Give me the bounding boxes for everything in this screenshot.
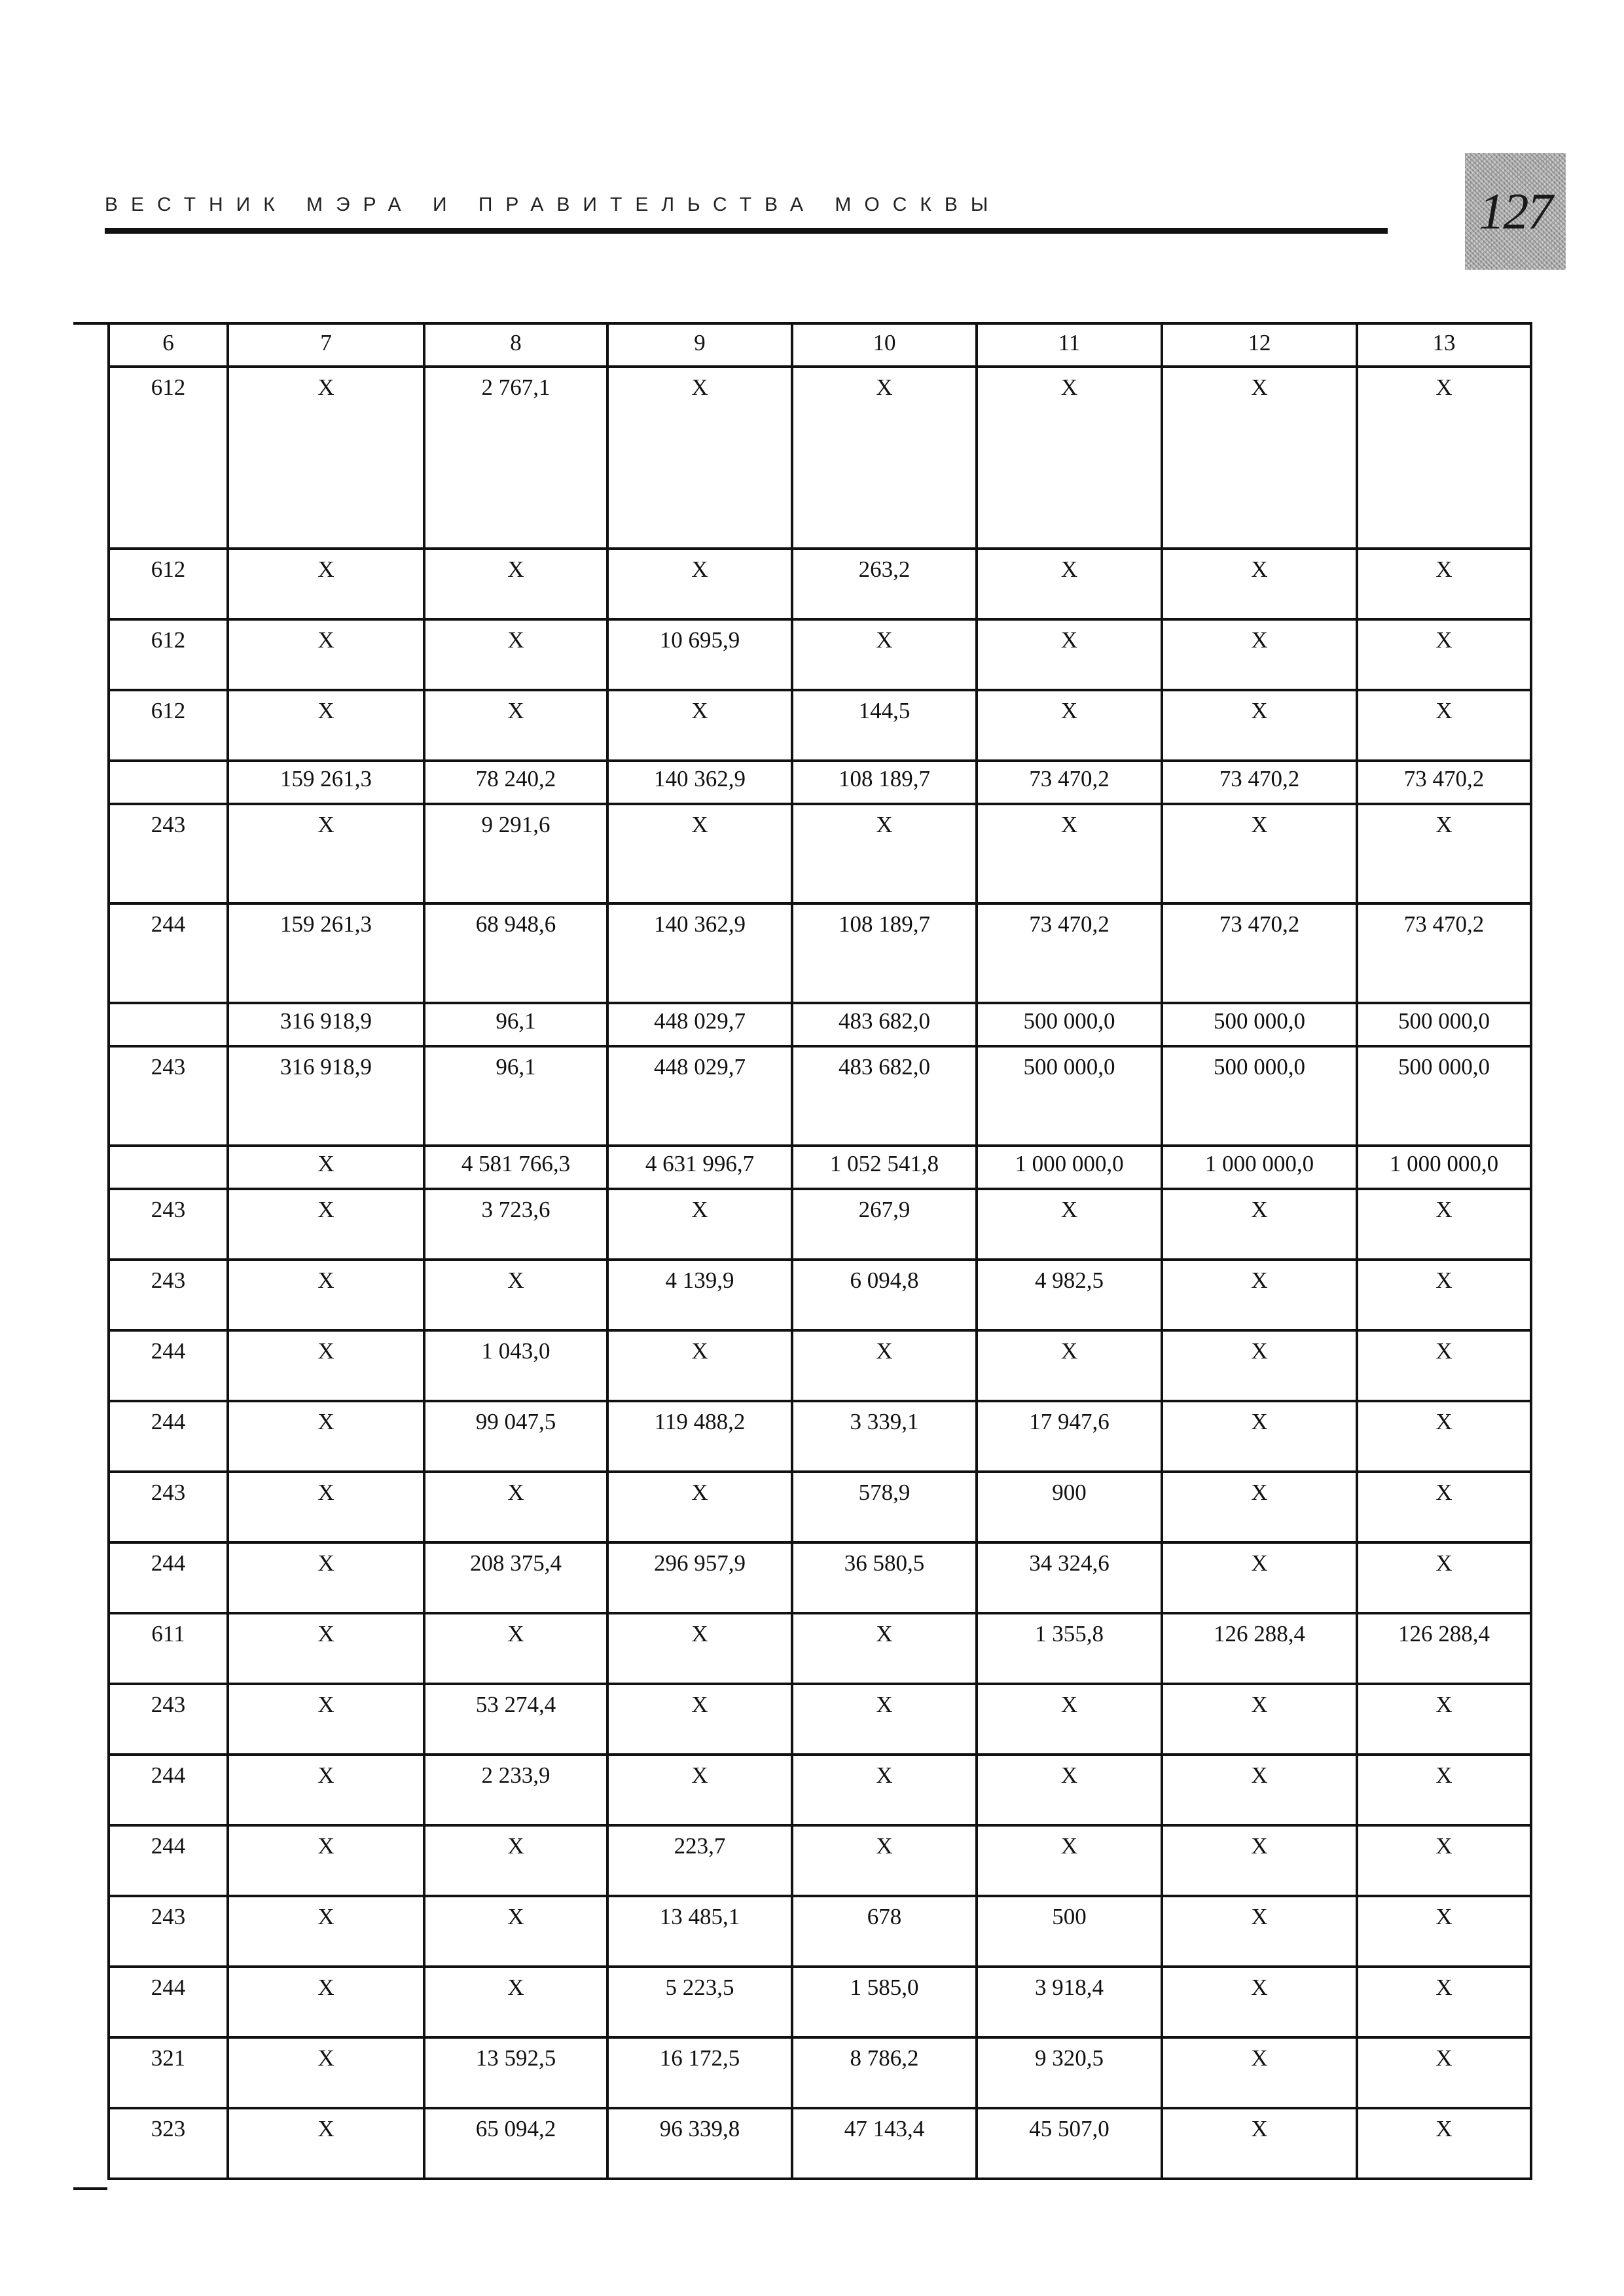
table-cell: Х bbox=[1357, 1401, 1531, 1472]
table-cell: 1 585,0 bbox=[792, 1967, 977, 2037]
table-row bbox=[109, 1825, 1531, 1896]
table-cell: Х bbox=[228, 1967, 424, 2037]
column-header: 12 bbox=[1162, 323, 1357, 367]
table-cell: 578,9 bbox=[792, 1472, 977, 1542]
table-cell: 9 320,5 bbox=[977, 2037, 1162, 2108]
table-cell: Х bbox=[228, 1542, 424, 1613]
table-cell: 4 581 766,3 bbox=[424, 1146, 607, 1189]
table-cell: 78 240,2 bbox=[424, 761, 607, 804]
table-body bbox=[109, 323, 1531, 2179]
table-cell: 244 bbox=[109, 1401, 228, 1472]
table-cell: 13 592,5 bbox=[424, 2037, 607, 2108]
table-cell: 73 470,2 bbox=[977, 903, 1162, 1003]
table-cell: Х bbox=[1357, 549, 1531, 619]
table-cell: Х bbox=[228, 619, 424, 690]
table-cell: 243 bbox=[109, 1896, 228, 1967]
table-row bbox=[109, 549, 1531, 619]
table-cell: 13 485,1 bbox=[607, 1896, 792, 1967]
table-cell: 267,9 bbox=[792, 1189, 977, 1260]
table-cell: Х bbox=[228, 1825, 424, 1896]
table-cell: 34 324,6 bbox=[977, 1542, 1162, 1613]
table-cell: 263,2 bbox=[792, 549, 977, 619]
table-cell: 500 000,0 bbox=[1162, 1046, 1357, 1146]
table-cell: Х bbox=[228, 1401, 424, 1472]
table-row bbox=[109, 1967, 1531, 2037]
table-cell: 73 470,2 bbox=[1162, 761, 1357, 804]
table-left-stub-top bbox=[73, 322, 107, 325]
table-cell: Х bbox=[977, 804, 1162, 903]
table-cell: Х bbox=[1357, 1189, 1531, 1260]
table-subtotal-row bbox=[109, 1146, 1531, 1189]
table-cell: Х bbox=[1357, 2108, 1531, 2179]
table-cell: 3 918,4 bbox=[977, 1967, 1162, 2037]
table-cell: 73 470,2 bbox=[1357, 761, 1531, 804]
table-cell: Х bbox=[228, 549, 424, 619]
table-cell: 5 223,5 bbox=[607, 1967, 792, 2037]
table-cell: Х bbox=[228, 1330, 424, 1401]
table-cell: Х bbox=[1162, 1896, 1357, 1967]
table-row bbox=[109, 1684, 1531, 1755]
table-cell: Х bbox=[1162, 1472, 1357, 1542]
table-cell: Х bbox=[1162, 367, 1357, 549]
table-cell: Х bbox=[607, 1189, 792, 1260]
column-header: 8 bbox=[424, 323, 607, 367]
table-cell: Х bbox=[424, 619, 607, 690]
table-cell: 45 507,0 bbox=[977, 2108, 1162, 2179]
table-cell: 3 723,6 bbox=[424, 1189, 607, 1260]
table-cell: 243 bbox=[109, 1046, 228, 1146]
table-cell: Х bbox=[607, 1330, 792, 1401]
table-cell: Х bbox=[607, 1613, 792, 1684]
table-cell: 243 bbox=[109, 804, 228, 903]
table-cell: 323 bbox=[109, 2108, 228, 2179]
table-cell: 244 bbox=[109, 1825, 228, 1896]
table-row bbox=[109, 1189, 1531, 1260]
table-cell: Х bbox=[977, 549, 1162, 619]
table-cell: Х bbox=[977, 1755, 1162, 1825]
table-cell: Х bbox=[1357, 1684, 1531, 1755]
table-cell: Х bbox=[1162, 1684, 1357, 1755]
table-cell bbox=[109, 761, 228, 804]
table-cell: 500 000,0 bbox=[977, 1046, 1162, 1146]
table-cell: 6 094,8 bbox=[792, 1260, 977, 1330]
table-cell: Х bbox=[1162, 1755, 1357, 1825]
table-cell: Х bbox=[792, 1330, 977, 1401]
table-cell: 2 233,9 bbox=[424, 1755, 607, 1825]
table-cell: 9 291,6 bbox=[424, 804, 607, 903]
table-cell: 244 bbox=[109, 903, 228, 1003]
table-cell: 119 488,2 bbox=[607, 1401, 792, 1472]
table-cell: Х bbox=[228, 2108, 424, 2179]
table-cell: 1 000 000,0 bbox=[1162, 1146, 1357, 1189]
table-cell: 73 470,2 bbox=[977, 761, 1162, 804]
journal-title: ВЕСТНИК МЭРА И ПРАВИТЕЛЬСТВА МОСКВЫ bbox=[105, 194, 1001, 215]
table-cell: Х bbox=[424, 1613, 607, 1684]
table-cell: 159 261,3 bbox=[228, 903, 424, 1003]
table-cell: Х bbox=[977, 1825, 1162, 1896]
table-row bbox=[109, 2108, 1531, 2179]
table-cell: 1 000 000,0 bbox=[977, 1146, 1162, 1189]
table-cell: Х bbox=[424, 1472, 607, 1542]
table-cell: 612 bbox=[109, 619, 228, 690]
table-cell: Х bbox=[228, 804, 424, 903]
table-cell: Х bbox=[228, 1146, 424, 1189]
table-cell: 4 139,9 bbox=[607, 1260, 792, 1330]
table-cell: 208 375,4 bbox=[424, 1542, 607, 1613]
table-row bbox=[109, 619, 1531, 690]
table-cell: Х bbox=[1357, 1542, 1531, 1613]
table-cell: 3 339,1 bbox=[792, 1401, 977, 1472]
table-cell: 244 bbox=[109, 1330, 228, 1401]
table-cell: Х bbox=[792, 804, 977, 903]
table-cell: 159 261,3 bbox=[228, 761, 424, 804]
table-row bbox=[109, 903, 1531, 1003]
table-row bbox=[109, 1472, 1531, 1542]
table-cell: 448 029,7 bbox=[607, 1046, 792, 1146]
table-cell: 108 189,7 bbox=[792, 903, 977, 1003]
table-cell: Х bbox=[1162, 1967, 1357, 2037]
table-cell: 500 000,0 bbox=[1162, 1003, 1357, 1046]
table-cell: Х bbox=[607, 1684, 792, 1755]
table-cell bbox=[109, 1003, 228, 1046]
table-cell: 244 bbox=[109, 1967, 228, 2037]
table-cell: 900 bbox=[977, 1472, 1162, 1542]
table-cell: Х bbox=[228, 1684, 424, 1755]
table-cell: Х bbox=[1357, 367, 1531, 549]
table-row bbox=[109, 1613, 1531, 1684]
table-cell: 500 000,0 bbox=[1357, 1046, 1531, 1146]
table-cell: 108 189,7 bbox=[792, 761, 977, 804]
table-cell: 4 982,5 bbox=[977, 1260, 1162, 1330]
table-cell: 243 bbox=[109, 1260, 228, 1330]
column-header: 13 bbox=[1357, 323, 1531, 367]
table-cell: Х bbox=[1357, 1755, 1531, 1825]
table-cell: Х bbox=[607, 549, 792, 619]
table-cell: Х bbox=[1357, 619, 1531, 690]
table-cell: 144,5 bbox=[792, 690, 977, 761]
table-cell: 316 918,9 bbox=[228, 1046, 424, 1146]
column-header: 10 bbox=[792, 323, 977, 367]
table-cell: Х bbox=[977, 690, 1162, 761]
data-table bbox=[107, 322, 1532, 2180]
table-cell: Х bbox=[228, 1189, 424, 1260]
table-cell: Х bbox=[424, 1967, 607, 2037]
table-left-stub-bottom bbox=[73, 2187, 107, 2190]
table-cell: 65 094,2 bbox=[424, 2108, 607, 2179]
table-cell: Х bbox=[424, 1825, 607, 1896]
table-cell: 612 bbox=[109, 549, 228, 619]
table-cell: Х bbox=[228, 1472, 424, 1542]
table-cell: Х bbox=[792, 1684, 977, 1755]
table-cell: Х bbox=[228, 2037, 424, 2108]
table-cell: Х bbox=[1357, 2037, 1531, 2108]
table-cell: 244 bbox=[109, 1542, 228, 1613]
table-cell: Х bbox=[1357, 1896, 1531, 1967]
table-cell: 223,7 bbox=[607, 1825, 792, 1896]
table-cell: Х bbox=[977, 619, 1162, 690]
table-cell: 1 043,0 bbox=[424, 1330, 607, 1401]
table-cell: Х bbox=[424, 1260, 607, 1330]
table-cell bbox=[109, 1146, 228, 1189]
table-cell: 483 682,0 bbox=[792, 1046, 977, 1146]
table-header-row bbox=[109, 323, 1531, 367]
table-cell: 612 bbox=[109, 367, 228, 549]
table-cell: 1 355,8 bbox=[977, 1613, 1162, 1684]
table-cell: Х bbox=[1162, 1189, 1357, 1260]
table-row bbox=[109, 690, 1531, 761]
page-number-badge bbox=[1465, 153, 1566, 270]
page-number: 127 bbox=[1479, 183, 1552, 240]
table-row bbox=[109, 2037, 1531, 2108]
table-row bbox=[109, 367, 1531, 549]
table-subtotal-row bbox=[109, 1003, 1531, 1046]
table-cell: Х bbox=[792, 619, 977, 690]
table-cell: Х bbox=[228, 1613, 424, 1684]
table-cell: Х bbox=[424, 1896, 607, 1967]
table-cell: Х bbox=[228, 367, 424, 549]
table-cell: Х bbox=[1357, 1330, 1531, 1401]
table-cell: Х bbox=[1357, 1825, 1531, 1896]
table-cell: Х bbox=[607, 690, 792, 761]
table-cell: 321 bbox=[109, 2037, 228, 2108]
table-cell: Х bbox=[607, 367, 792, 549]
table-cell: 53 274,4 bbox=[424, 1684, 607, 1755]
table-row bbox=[109, 1896, 1531, 1967]
table-cell: Х bbox=[977, 1684, 1162, 1755]
table-cell: Х bbox=[607, 1755, 792, 1825]
table-cell: 483 682,0 bbox=[792, 1003, 977, 1046]
table-row bbox=[109, 804, 1531, 903]
table-cell: 126 288,4 bbox=[1357, 1613, 1531, 1684]
table-cell: 96,1 bbox=[424, 1046, 607, 1146]
table-row bbox=[109, 1046, 1531, 1146]
table-cell: 36 580,5 bbox=[792, 1542, 977, 1613]
table-cell: Х bbox=[792, 1613, 977, 1684]
table-cell: Х bbox=[977, 1330, 1162, 1401]
table-cell: Х bbox=[792, 1755, 977, 1825]
table-cell: 500 000,0 bbox=[977, 1003, 1162, 1046]
table-cell: 68 948,6 bbox=[424, 903, 607, 1003]
table-cell: Х bbox=[1162, 804, 1357, 903]
table-cell: Х bbox=[1162, 1401, 1357, 1472]
table-cell: Х bbox=[228, 1755, 424, 1825]
table-cell: 10 695,9 bbox=[607, 619, 792, 690]
table-cell: Х bbox=[1357, 1967, 1531, 2037]
table-cell: 1 000 000,0 bbox=[1357, 1146, 1531, 1189]
table-cell: Х bbox=[1162, 2108, 1357, 2179]
table-cell: Х bbox=[607, 804, 792, 903]
table-cell: Х bbox=[1162, 1330, 1357, 1401]
header-rule bbox=[105, 228, 1388, 234]
table-cell: Х bbox=[1162, 2037, 1357, 2108]
table-cell: Х bbox=[424, 690, 607, 761]
table-cell: Х bbox=[792, 1825, 977, 1896]
table-cell: Х bbox=[228, 690, 424, 761]
table-row bbox=[109, 1755, 1531, 1825]
table-cell: 244 bbox=[109, 1755, 228, 1825]
table-cell: 500 000,0 bbox=[1357, 1003, 1531, 1046]
table-cell: 678 bbox=[792, 1896, 977, 1967]
table-cell: 1 052 541,8 bbox=[792, 1146, 977, 1189]
table-cell: Х bbox=[1357, 1260, 1531, 1330]
table-cell: Х bbox=[1162, 1542, 1357, 1613]
table-cell: Х bbox=[1162, 549, 1357, 619]
table-subtotal-row bbox=[109, 761, 1531, 804]
table-row bbox=[109, 1401, 1531, 1472]
table-cell: 140 362,9 bbox=[607, 761, 792, 804]
table-cell: Х bbox=[1162, 690, 1357, 761]
table-cell: 17 947,6 bbox=[977, 1401, 1162, 1472]
table-cell: Х bbox=[607, 1472, 792, 1542]
table-cell: 16 172,5 bbox=[607, 2037, 792, 2108]
table-cell: 73 470,2 bbox=[1357, 903, 1531, 1003]
table-cell: Х bbox=[1162, 1260, 1357, 1330]
table-cell: Х bbox=[1162, 619, 1357, 690]
table-row bbox=[109, 1542, 1531, 1613]
table-cell: Х bbox=[1357, 1472, 1531, 1542]
table-cell: 8 786,2 bbox=[792, 2037, 977, 2108]
table-cell: 296 957,9 bbox=[607, 1542, 792, 1613]
table-row bbox=[109, 1260, 1531, 1330]
table-cell: 73 470,2 bbox=[1162, 903, 1357, 1003]
table-cell: Х bbox=[977, 1189, 1162, 1260]
table-cell: 611 bbox=[109, 1613, 228, 1684]
table-cell: 243 bbox=[109, 1472, 228, 1542]
table-cell: 243 bbox=[109, 1684, 228, 1755]
column-header: 9 bbox=[607, 323, 792, 367]
table-cell: Х bbox=[792, 367, 977, 549]
table-cell: 612 bbox=[109, 690, 228, 761]
table-cell: Х bbox=[1357, 690, 1531, 761]
table-cell: 126 288,4 bbox=[1162, 1613, 1357, 1684]
table-cell: 243 bbox=[109, 1189, 228, 1260]
column-header: 11 bbox=[977, 323, 1162, 367]
column-header: 6 bbox=[109, 323, 228, 367]
table-cell: 500 bbox=[977, 1896, 1162, 1967]
table-cell: 47 143,4 bbox=[792, 2108, 977, 2179]
table-cell: 96,1 bbox=[424, 1003, 607, 1046]
table-cell: Х bbox=[977, 367, 1162, 549]
table-cell: 4 631 996,7 bbox=[607, 1146, 792, 1189]
table-row bbox=[109, 1330, 1531, 1401]
table-cell: Х bbox=[1357, 804, 1531, 903]
table-cell: 96 339,8 bbox=[607, 2108, 792, 2179]
table-cell: 140 362,9 bbox=[607, 903, 792, 1003]
table-cell: Х bbox=[228, 1896, 424, 1967]
table-cell: Х bbox=[424, 549, 607, 619]
table-cell: 316 918,9 bbox=[228, 1003, 424, 1046]
table-cell: Х bbox=[228, 1260, 424, 1330]
table-cell: 448 029,7 bbox=[607, 1003, 792, 1046]
table-cell: 2 767,1 bbox=[424, 367, 607, 549]
column-header: 7 bbox=[228, 323, 424, 367]
table-cell: Х bbox=[1162, 1825, 1357, 1896]
table-cell: 99 047,5 bbox=[424, 1401, 607, 1472]
